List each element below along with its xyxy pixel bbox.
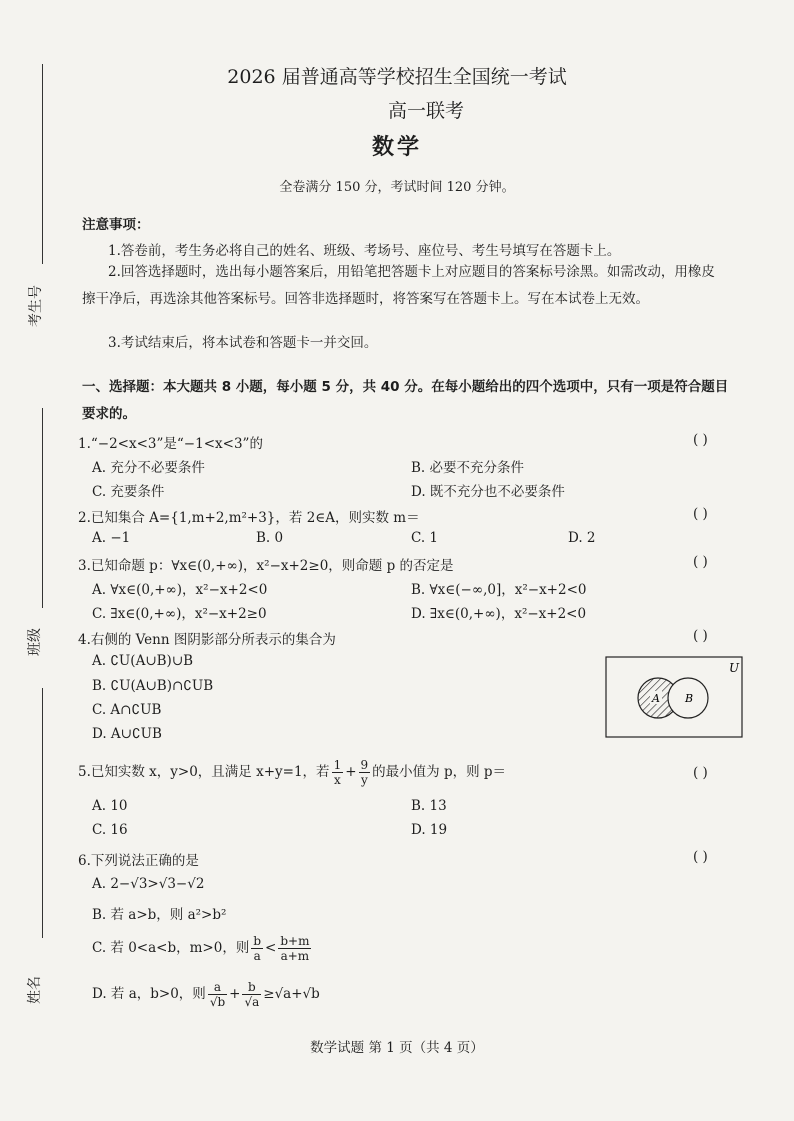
q5-plus: + — [345, 764, 357, 780]
q5-option-c: C. 16 — [92, 822, 128, 838]
binding-line-mid — [42, 408, 43, 608]
question-5-stem — [78, 758, 506, 787]
answer-bracket: ( ) — [693, 628, 708, 644]
q4-option-a: A. ∁U(A∪B)∪B — [92, 653, 194, 669]
q5-stem-post: 的最小值为 p，则 p＝ — [372, 764, 507, 780]
question-3-stem: 3.已知命题 p：∀x∈(0,+∞)，x²−x+2≥0，则命题 p 的否定是 — [78, 558, 454, 574]
question-1-stem: 1.“−2<x<3”是“−1<x<3”的 — [78, 436, 263, 452]
answer-bracket: ( ) — [693, 506, 708, 522]
question-2-stem: 2.已知集合 A={1,m+2,m²+3}，若 2∈A，则实数 m＝ — [78, 510, 420, 526]
venn-diagram — [605, 656, 743, 738]
name-label: 姓名 — [27, 976, 43, 1004]
q5-fraction-2: $\frac{9}{y}$ — [360, 758, 369, 787]
q4-option-d: D. A∪∁UB — [92, 726, 162, 742]
q4-option-b: B. ∁U(A∪B)∩∁UB — [92, 678, 214, 694]
binding-line-top — [42, 64, 43, 264]
q6-option-a: A. 2−√3>√3−√2 — [92, 876, 205, 892]
section-heading: 一、选择题：本大题共 8 小题，每小题 5 分，共 40 分。在每小题给出的四个选项中，只有一项是符合题目要求的。 — [82, 379, 729, 422]
q5-option-b: B. 13 — [411, 798, 447, 814]
answer-bracket: ( ) — [693, 849, 708, 865]
q3-option-c: C. ∃x∈(0,+∞)，x²−x+2≥0 — [92, 606, 267, 622]
answer-bracket: ( ) — [693, 554, 708, 570]
note-item: 1.答卷前，考生务必将自己的姓名、班级、考场号、座位号、考生号填写在答题卡上。 — [108, 243, 621, 259]
exam-info: 全卷满分 150 分，考试时间 120 分钟。 — [279, 180, 515, 195]
binding-line-bottom — [42, 688, 43, 938]
subject-title: 数学 — [371, 134, 422, 160]
venn-label-a: A — [652, 692, 660, 705]
venn-label-b: B — [685, 692, 694, 705]
question-4-stem: 4.右侧的 Venn 图阴影部分所表示的集合为 — [78, 632, 336, 648]
q1-option-b: B. 必要不充分条件 — [411, 460, 525, 476]
note-item: 3.考试结束后，将本试卷和答题卡一并交回。 — [108, 335, 378, 351]
q5-option-a: A. 10 — [92, 798, 128, 814]
q5-option-d: D. 19 — [411, 822, 448, 838]
q2-option-a: A. −1 — [92, 530, 131, 546]
q1-option-d: D. 既不充分也不必要条件 — [411, 484, 565, 500]
exam-subtitle-joint: 高一联考 — [388, 100, 465, 122]
exam-no-label: 考生号 — [28, 285, 44, 327]
q6-option-d: D. 若 a，b>0，则 $\frac{a}{√b}$ + $\frac{b}{√a}$ ≥√a+√b — [92, 980, 320, 1009]
q3-option-b: B. ∀x∈(−∞,0]，x²−x+2<0 — [411, 582, 587, 598]
page-footer: 数学试题 第 1 页（共 4 页） — [310, 1040, 484, 1056]
q5-fraction-1: $\frac{1}{x}$ — [333, 758, 342, 787]
q2-option-c: C. 1 — [411, 530, 439, 546]
class-label: 班级 — [27, 628, 43, 656]
note-item: 2.回答选择题时，选出每小题答案后，用铅笔把答题卡上对应题目的答案标号涂黑。如需改动，用橡皮擦干净后，再选涂其他答案标号。回答非选择题时，将答案写在答题卡上。写在本试卷上无效。 — [82, 264, 715, 307]
q2-option-d: D. 2 — [568, 530, 596, 546]
q6-option-b: B. 若 a>b，则 a²>b² — [92, 907, 227, 923]
venn-label-u: U — [729, 661, 740, 675]
q1-option-c: C. 充要条件 — [92, 484, 165, 500]
q5-stem-pre: 5.已知实数 x，y>0，且满足 x+y=1，若 — [78, 764, 330, 780]
q4-option-c: C. A∩∁UB — [92, 702, 162, 718]
question-6-stem: 6.下列说法正确的是 — [78, 853, 199, 869]
q3-option-d: D. ∃x∈(0,+∞)，x²−x+2<0 — [411, 606, 587, 622]
q6-option-c: C. 若 0<a<b，m>0，则 $\frac{b}{a}$ < $\frac{b+m}{a+m}$ — [92, 934, 310, 963]
q1-option-a: A. 充分不必要条件 — [92, 460, 205, 476]
q2-option-b: B. 0 — [256, 530, 284, 546]
q3-option-a: A. ∀x∈(0,+∞)，x²−x+2<0 — [92, 582, 268, 598]
notes-heading: 注意事项： — [82, 217, 150, 233]
answer-bracket: ( ) — [693, 432, 708, 448]
answer-bracket: ( ) — [693, 765, 708, 781]
exam-title: 2026 届普通高等学校招生全国统一考试 — [227, 66, 567, 88]
